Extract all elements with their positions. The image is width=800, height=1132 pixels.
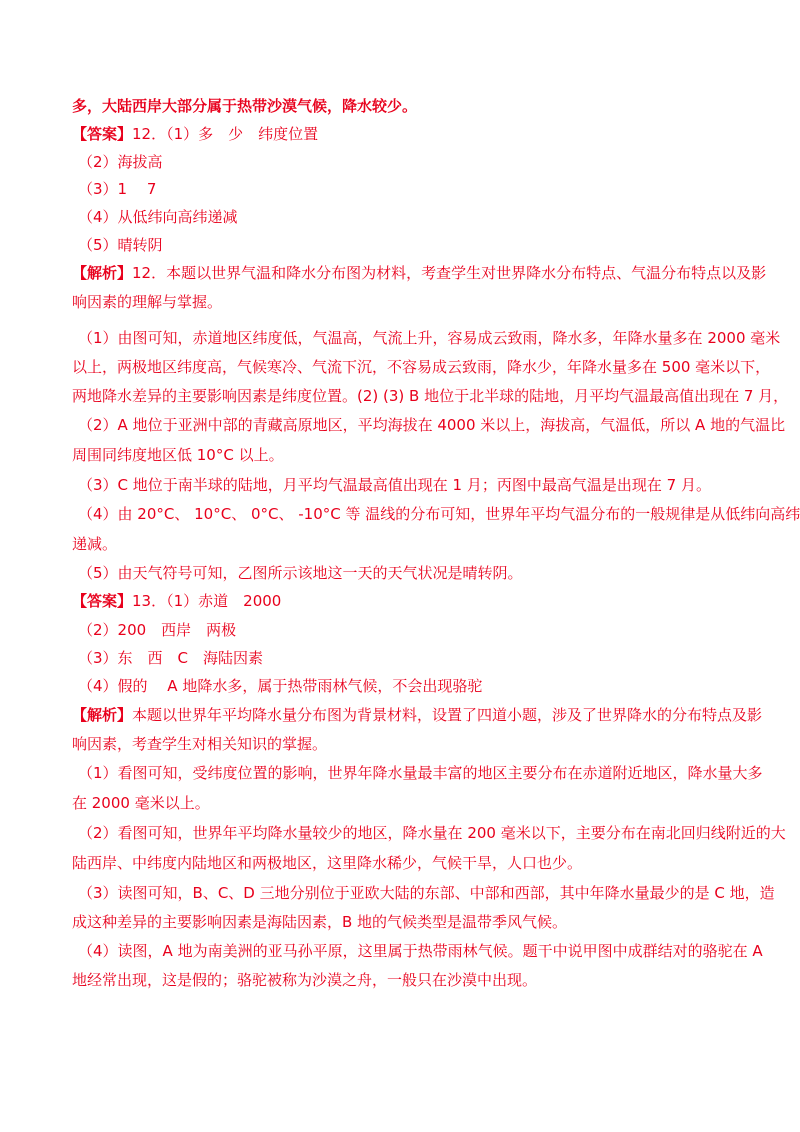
text-line: [78, 207, 238, 227]
line-text: 响因素的理解与掌握。: [72, 293, 223, 311]
text-line: [72, 970, 537, 990]
line-text: （3）C 地位于南半球的陆地，月平均气温最高值出现在 1 月；丙图中最高气温是出现在 7 月。: [78, 476, 711, 494]
text-line: [72, 263, 766, 283]
text-line: [72, 96, 417, 116]
text-line: [72, 292, 222, 312]
analysis-tag: 【解析】: [72, 264, 133, 282]
text-line: [72, 705, 762, 725]
line-text: 多，大陆西岸大部分属于热带沙漠气候，降水较少。: [72, 97, 418, 115]
text-line: [78, 328, 780, 348]
analysis-tag: 【解析】: [72, 706, 133, 724]
line-text: 陆西岸、中纬度内陆地区和两极地区，这里降水稀少，气候干旱，人口也少。: [72, 854, 583, 872]
text-line: [78, 620, 236, 640]
line-text: 地经常出现，这是假的；骆驼被称为沙漠之舟，一般只在沙漠中出现。: [72, 971, 538, 989]
text-line: [78, 763, 763, 783]
line-text: （3）读图可知，B、C、D 三地分别位于亚欧大陆的东部、中部和西部，其中年降水量最少的是 C 地，造: [78, 884, 775, 902]
line-text: （5）由天气符号可知，乙图所示该地这一天的天气状况是晴转阴。: [78, 564, 523, 582]
text-line: [78, 475, 711, 495]
text-line: [72, 386, 788, 406]
text-line: [72, 357, 770, 377]
line-text: （2）看图可知，世界年平均降水量较少的地区，降水量在 200 毫米以下，主要分布在南北回归线附近的大: [78, 824, 786, 842]
line-text: （2）海拔高: [78, 153, 163, 171]
line-text: （4）读图，A 地为南美洲的亚马孙平原，这里属于热带雨林气候。题干中说甲图中成群结对的骆驼在 A: [78, 942, 763, 960]
line-text: （5）晴转阴: [78, 236, 163, 254]
text-line: [78, 563, 523, 583]
line-text: 响因素，考查学生对相关知识的掌握。: [72, 735, 328, 753]
text-line: [72, 534, 117, 554]
text-line: [78, 415, 785, 435]
text-line: [78, 179, 156, 199]
line-text: 在 2000 毫米以上。: [72, 794, 210, 812]
line-text: 本题以世界年平均降水量分布图为背景材料，设置了四道小题，涉及了世界降水的分布特点及影: [132, 706, 763, 724]
line-text: （2）200 西岸 两极: [78, 621, 237, 639]
line-text: 13．（1）赤道 2000: [132, 592, 282, 610]
line-text: 12．（1）多 少 纬度位置: [132, 125, 319, 143]
line-text: （3）东 西 C 海陆因素: [78, 649, 264, 667]
text-line: [72, 445, 284, 465]
line-text: 成这种差异的主要影响因素是海陆因素，B 地的气候类型是温带季风气候。: [72, 913, 568, 931]
text-line: [78, 152, 163, 172]
text-line: [72, 734, 327, 754]
line-text: （1）看图可知，受纬度位置的影响，世界年降水量最丰富的地区主要分布在赤道附近地区，降水量大多: [78, 764, 763, 782]
text-line: [78, 504, 800, 524]
line-text: 递减。: [72, 535, 118, 553]
line-text: （4）假的 A 地降水多，属于热带雨林气候，不会出现骆驼: [78, 677, 483, 695]
line-text: （1）由图可知，赤道地区纬度低，气温高，气流上升，容易成云致雨，降水多，年降水量多在 2000 毫米: [78, 329, 781, 347]
line-text: （3）1 7: [78, 180, 157, 198]
text-line: [78, 648, 263, 668]
text-line: [78, 676, 482, 696]
text-line: [78, 823, 786, 843]
line-text: 周围同纬度地区低 10°C 以上。: [72, 446, 284, 464]
answer-tag: 【答案】: [72, 125, 133, 143]
text-line: [78, 235, 163, 255]
text-line: [72, 853, 582, 873]
line-text: 12．本题以世界气温和降水分布图为材料，考查学生对世界降水分布特点、气温分布特点以及影: [132, 264, 767, 282]
text-line: [72, 124, 318, 144]
line-text: 以上，两极地区纬度高，气候寒冷、气流下沉，不容易成云致雨，降水少，年降水量多在 500 毫米以下，: [72, 358, 771, 376]
text-line: [78, 883, 775, 903]
text-line: [72, 793, 210, 813]
line-text: （2）A 地位于亚洲中部的青藏高原地区，平均海拔在 4000 米以上，海拔高，气温低，所以 A 地的气温比: [78, 416, 786, 434]
line-text: （4）由 20°C、 10°C、 0°C、 -10°C 等 温线的分布可知，世界年平均气温分布的一般规律是从低纬向高纬: [78, 505, 800, 523]
text-line: [72, 591, 281, 611]
line-text: 两地降水差异的主要影响因素是纬度位置。(2) (3) B 地位于北半球的陆地，月平均气温最高值出现在 7 月，: [72, 387, 789, 405]
line-text: （4）从低纬向高纬递减: [78, 208, 238, 226]
answer-tag: 【答案】: [72, 592, 133, 610]
text-line: [72, 912, 567, 932]
text-line: [78, 941, 763, 961]
